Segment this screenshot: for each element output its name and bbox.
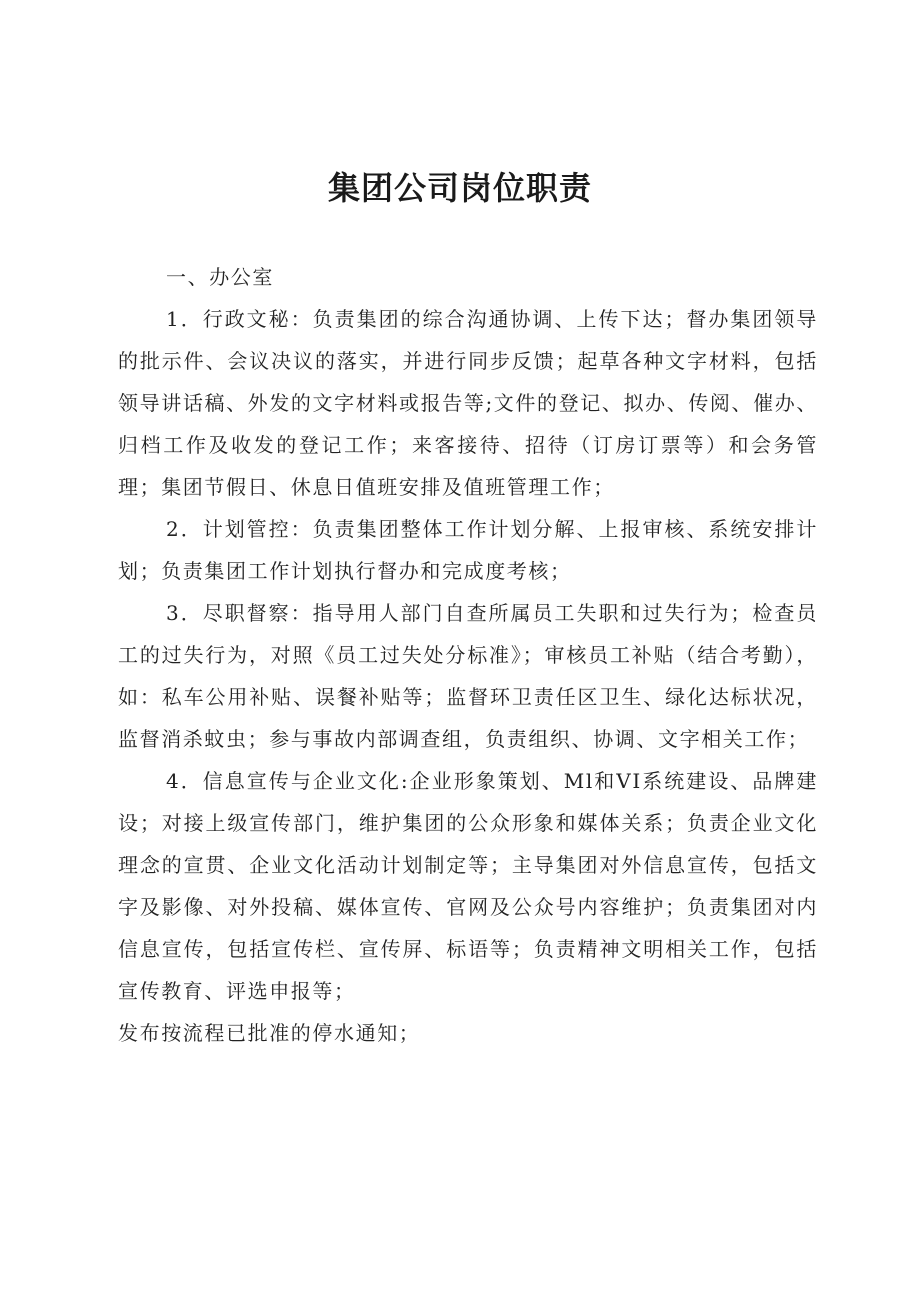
trailing-line: 发布按流程已批准的停水通知； [118, 1021, 421, 1045]
paragraph-1-admin-secretary: 1．行政文秘：负责集团的综合沟通协调、上传下达；督办集团领导的批示件、会议决议的落实，并进行同步反馈；起草各种文字材料，包括领导讲话稿、外发的文字材料或报告等;文件的登记、拟办、传阅、催办、归档工作及收发的登记工作；来客接待、招待（订房订票等）和会务管理；集团节假日、休息日值班安排及值班管理工作； [118, 307, 818, 499]
paragraph-4-publicity-culture: 4．信息宣传与企业文化:企业形象策划、Ml和VI系统建设、品牌建设；对接上级宣传部门，维护集团的公众形象和媒体关系；负责企业文化理念的宣贯、企业文化活动计划制定等；主导集团对外信息宣传，包括文字及影像、对外投稿、媒体宣传、官网及公众号内容维护；负责集团对内信息宣传，包括宣传栏、宣传屏、标语等；负责精神文明相关工作，包括宣传教育、评选申报等； [118, 769, 818, 1003]
section-heading: 一、办公室 [166, 265, 274, 289]
document-title: 集团公司岗位职责 [327, 169, 592, 207]
document-body [118, 256, 818, 1054]
paragraph-2-plan-control: 2．计划管控：负责集团整体工作计划分解、上报审核、系统安排计划；负责集团工作计划执行督办和完成度考核； [118, 517, 818, 583]
paragraph-3-duty-inspection: 3．尽职督察：指导用人部门自查所属员工失职和过失行为；检查员工的过失行为，对照《员工过失处分标准》；审核员工补贴（结合考勤），如：私车公用补贴、误餐补贴等；监督环卫责任区卫生、绿化达标状况，监督消杀蚊虫；参与事故内部调查组，负责组织、协调、文字相关工作； [118, 601, 818, 751]
